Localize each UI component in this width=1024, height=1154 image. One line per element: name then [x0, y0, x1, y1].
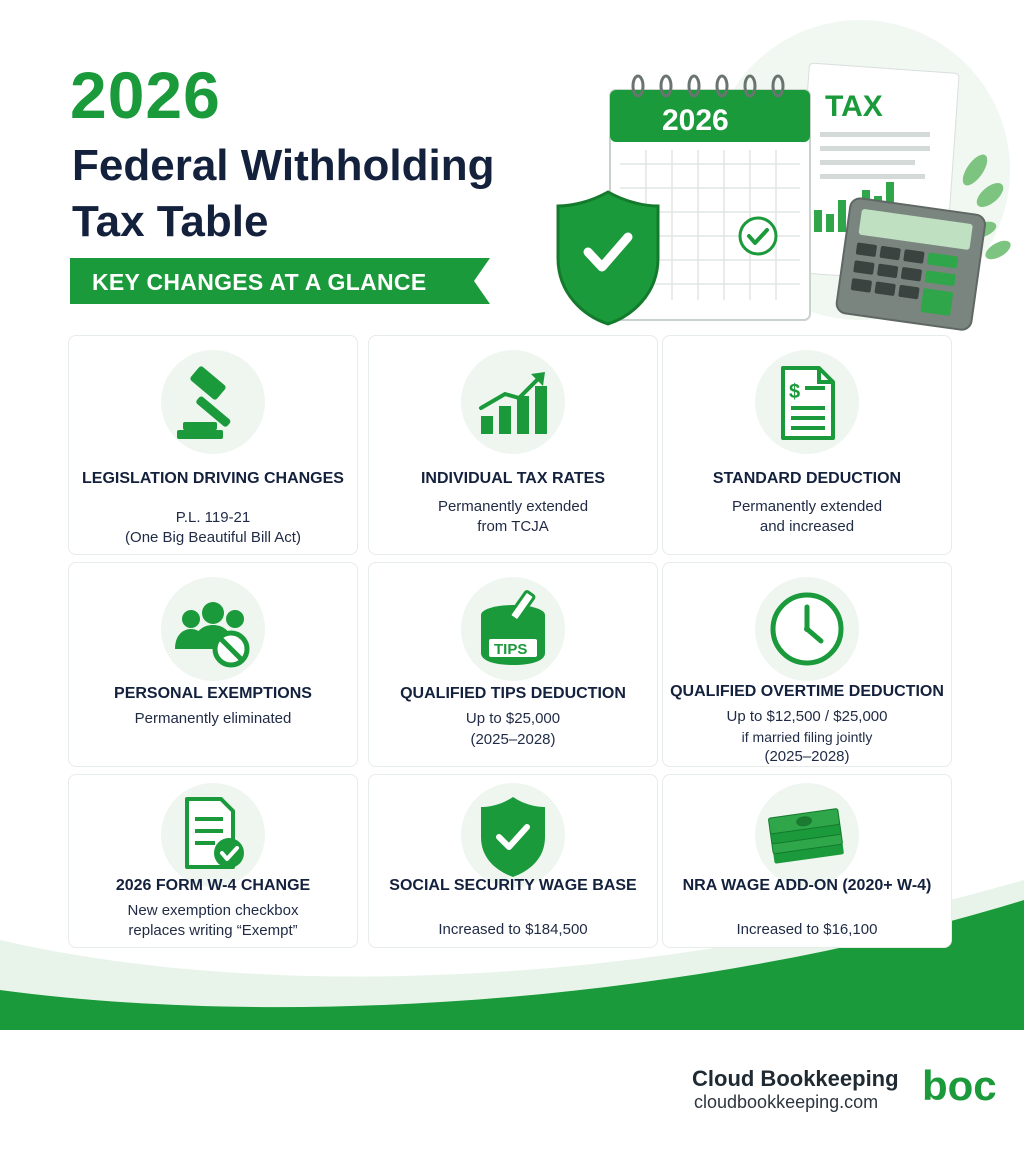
card-qualified-overtime	[662, 562, 952, 767]
card-nra-wage-add-on	[662, 774, 952, 948]
card-standard-deduction	[662, 335, 952, 555]
card-form-w4-change	[68, 774, 358, 948]
card-desc-line: Increased to $16,100	[736, 921, 878, 938]
card-title: 2026 FORM W-4 CHANGE	[115, 877, 311, 894]
form-check-icon	[161, 783, 265, 887]
card-desc-line: Up to $12,500 / $25,000	[726, 708, 888, 725]
page-title-line2: Tax Table	[72, 197, 269, 246]
footer-website-link[interactable]: cloudbookkeeping.com	[694, 1092, 879, 1112]
svg-text:$: $	[789, 381, 801, 403]
card-title: QUALIFIED OVERTIME DEDUCTION	[670, 683, 944, 700]
card-desc-line: Up to $25,000	[465, 710, 561, 727]
card-desc-line: Permanently extended	[731, 498, 883, 515]
gavel-icon	[161, 350, 265, 454]
card-desc-line: (One Big Beautiful Bill Act)	[125, 529, 301, 546]
growth-chart-icon	[461, 350, 565, 454]
card-title: LEGISLATION DRIVING CHANGES	[82, 470, 344, 487]
card-title: QUALIFIED TIPS DEDUCTION	[400, 685, 626, 702]
card-title: SOCIAL SECURITY WAGE BASE	[389, 877, 637, 894]
clock-icon	[755, 577, 859, 681]
cash-stack-icon	[755, 783, 859, 887]
tax-doc-label: TAX	[825, 90, 883, 123]
tips-label: TIPS	[494, 641, 528, 658]
card-desc-line: Permanently extended	[437, 498, 589, 515]
calculator-icon	[835, 197, 986, 331]
card-desc-line: replaces writing “Exempt”	[128, 922, 298, 939]
card-title: NRA WAGE ADD-ON (2020+ W-4)	[682, 877, 932, 894]
key-changes-banner	[70, 258, 490, 304]
card-social-security-wage-base	[368, 774, 658, 948]
banner-label: KEY CHANGES AT A GLANCE	[92, 269, 427, 295]
card-title: STANDARD DEDUCTION	[712, 470, 902, 487]
card-desc-line: from TCJA	[477, 518, 549, 535]
card-title: INDIVIDUAL TAX RATES	[420, 470, 605, 487]
card-desc-line: P.L. 119-21	[175, 509, 251, 526]
dollar-document-icon	[755, 350, 859, 454]
calendar-year: 2026	[662, 104, 729, 137]
card-desc-line: (2025–2028)	[764, 748, 850, 765]
hero-illustration	[520, 20, 1024, 340]
card-title: PERSONAL EXEMPTIONS	[114, 685, 312, 702]
card-legislation	[68, 335, 358, 555]
card-qualified-tips	[368, 562, 658, 767]
shield-check-icon	[461, 783, 565, 887]
brand-logo: boc	[922, 1062, 997, 1109]
card-desc-line: New exemption checkbox	[127, 902, 299, 919]
card-desc-line: Increased to $184,500	[438, 921, 588, 938]
card-desc-line: and increased	[759, 518, 855, 535]
card-desc-line: if married filing jointly	[741, 729, 873, 745]
title-year: 2026	[70, 58, 221, 132]
page-title-line1: Federal Withholding	[72, 141, 495, 190]
card-individual-tax-rates	[368, 335, 658, 555]
people-prohibited-icon	[161, 577, 265, 681]
card-personal-exemptions	[68, 562, 358, 767]
card-desc-line: Permanently eliminated	[134, 710, 292, 727]
tips-jar-icon	[461, 577, 565, 681]
footer-company-name: Cloud Bookkeeping	[692, 1066, 899, 1091]
card-desc-line: (2025–2028)	[470, 731, 556, 748]
